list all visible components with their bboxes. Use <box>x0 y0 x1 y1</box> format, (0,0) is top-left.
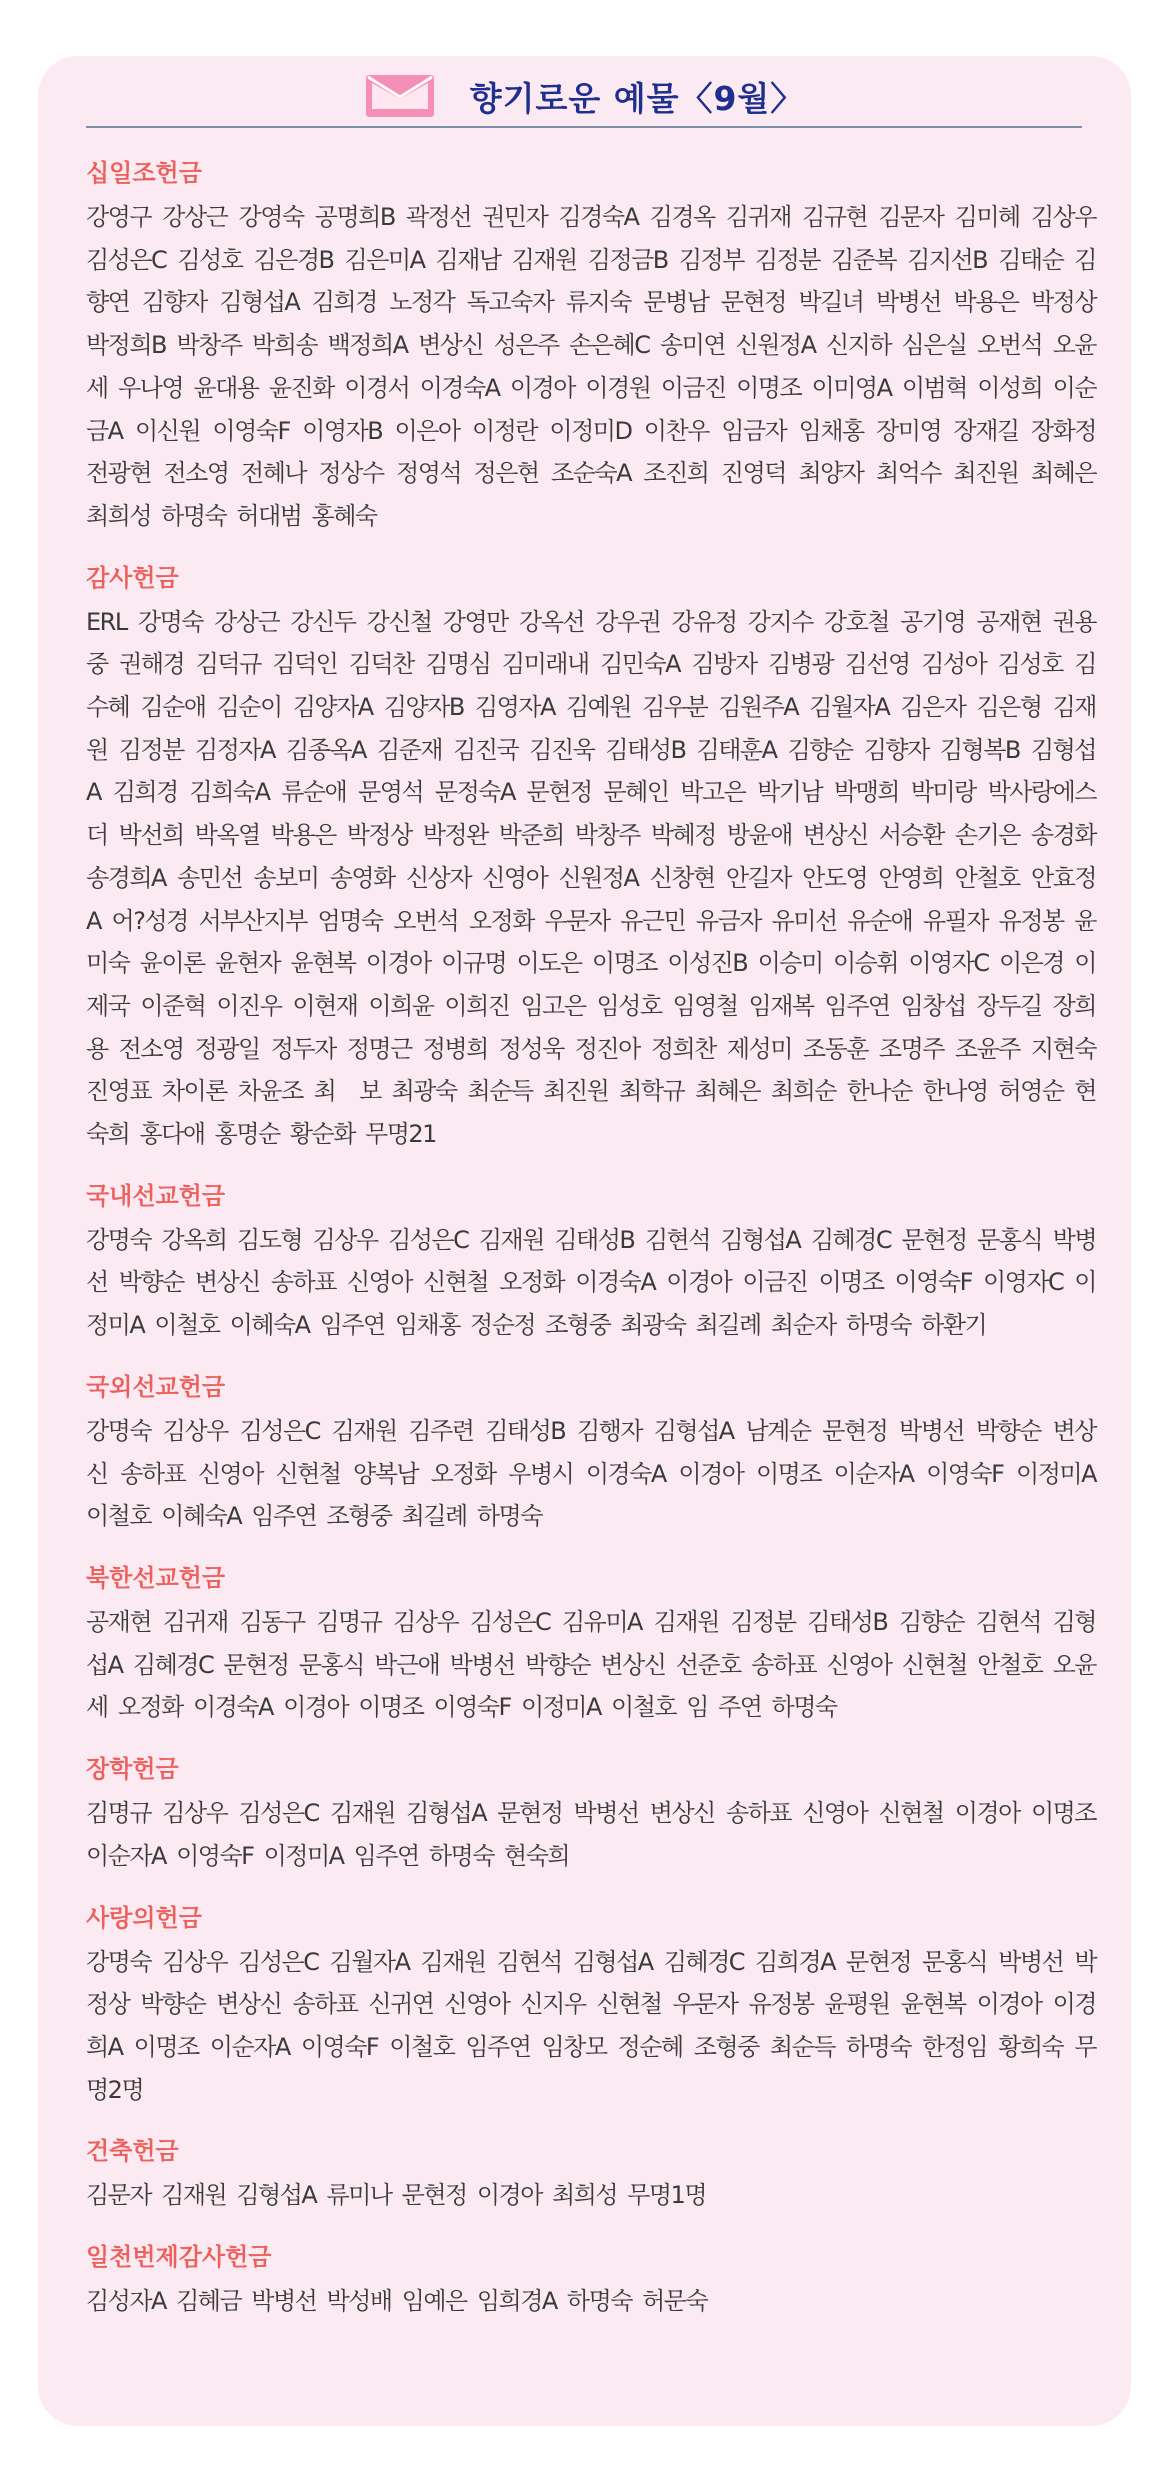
donor-names: 강영구 강상근 강영숙 공명희B 곽정선 권민자 김경숙A 김경옥 김귀재 김규현 김문자 김미혜 김상우 김성은C 김성호 김은경B 김은미A 김재남 김재원 김정금B 김정부 김정분 김준복 김지선B 김태순 김향연 김향자 김형섭A 김희경 노정각 독고숙자 류지숙 문병남 문현정 박길녀 박병선 박용은 박정상 박정희B 박창주 박희송 백정희A 변상신 성은주 손은혜C 송미연 신원정A 신지하 심은실 오번석 오윤세 우나영 윤대용 윤진화 이경서 이경숙A 이경아 이경원 이금진 이명조 이미영A 이범혁 이성희 이순금A 이신원 이영숙F 이영자B 이은아 이정란 이정미D 이찬우 임금자 임채홍 장미영 장재길 장화정 전광현 전소영 전혜나 정상수 정영석 정은현 조순숙A 조진희 진영덕 최양자 최억수 최진원 최혜은 최희성 하명숙 허대범 홍혜숙 <box>86 203 1096 530</box>
donor-names: 강명숙 강옥희 김도형 김상우 김성은C 김재원 김태성B 김현석 김형섭A 김혜경C 문현정 문홍식 박병선 박향순 변상신 송하표 신영아 신현철 오정화 이경숙A 이경아 이금진 이명조 이영숙F 이영자C 이정미A 이철호 이혜숙A 임주연 임채홍 정순정 조형중 최광숙 최길례 최순자 하명숙 하환기 <box>86 1225 1096 1340</box>
section-title: 국외선교헌금 <box>86 1372 226 1401</box>
section-overseas-mission <box>86 1364 1096 1538</box>
donor-names: ERL 강명숙 강상근 강신두 강신철 강영만 강옥선 강우권 강유정 강지수 강호철 공기영 공재현 권용중 권해경 김덕규 김덕인 김덕찬 김명심 김미래내 김민숙A 김방자 김병광 김선영 김성아 김성호 김수혜 김순애 김순이 김양자A 김양자B 김영자A 김예원 김우분 김원주A 김월자A 김은자 김은형 김재원 김정분 김정자A 김종옥A 김준재 김진국 김진욱 김태성B 김태훈A 김향순 김향자 김형복B 김형섭A 김희경 김희숙A 류순애 문영석 문정숙A 문현정 문혜인 박고은 박기남 박맹희 박미랑 박사랑에스더 박선희 박옥열 박용은 박정상 박정완 박준희 박창주 박혜정 방윤애 변상신 서승환 손기은 송경화 송경희A 송민선 송보미 송영화 신상자 신영아 신원정A 신창현 안길자 안도영 안영희 안철호 안효정A 어?성경 서부산지부 엄명숙 오번석 오정화 우문자 유근민 유금자 유미선 유순애 유필자 유정봉 윤미숙 윤이론 윤현자 윤현복 이경아 이규명 이도은 이명조 이성진B 이승미 이승휘 이영자C 이은경 이제국 이준혁 이진우 이현재 이희윤 이희진 임고은 임성호 임영철 임재복 임주연 임창섭 장두길 장희용 전소영 정광일 정두자 정명근 정병희 정성욱 정진아 정희찬 제성미 조동훈 조명주 조윤주 지현숙 진영표 차이론 차윤조 최 보 최광숙 최순득 최진원 최학규 최혜은 최희순 한나순 한나영 허영순 현숙희 홍다애 홍명순 황순화 무명21 <box>86 607 1096 1149</box>
section-title: 감사헌금 <box>86 563 179 592</box>
donor-names: 강명숙 김상우 김성은C 김재원 김주련 김태성B 김행자 김형섭A 남계순 문현정 박병선 박향순 변상신 송하표 신영아 신현철 양복남 오정화 우병시 이경숙A 이경아 이명조 이순자A 이영숙F 이정미A 이철호 이혜숙A 임주연 조형중 최길례 하명숙 <box>86 1416 1096 1531</box>
section-thanksgiving <box>86 555 1096 1156</box>
page-title: 향기로운 예물〈9월〉 <box>469 78 805 118</box>
donor-names: 김문자 김재원 김형섭A 류미나 문현정 이경아 최희성 무명1명 <box>86 2181 707 2210</box>
section-title: 건축헌금 <box>86 2137 179 2166</box>
donor-names: 김성자A 김혜금 박병선 박성배 임예은 임희경A 하명숙 허문숙 <box>86 2287 708 2316</box>
header <box>86 66 1082 128</box>
donor-names: 강명숙 김상우 김성은C 김월자A 김재원 김현석 김형섭A 김혜경C 김희경A 문현정 문홍식 박병선 박정상 박향순 변상신 송하표 신귀연 신영아 신지우 신현철 우문자 유정봉 윤평원 윤현복 이경아 이경희A 이명조 이순자A 이영숙F 이철호 임주연 임창모 정순혜 조형중 최순득 하명숙 한정임 황희숙 무명2명 <box>86 1947 1096 2104</box>
section-domestic-mission <box>86 1173 1096 1347</box>
section-north-korea-mission <box>86 1555 1096 1729</box>
donor-names: 김명규 김상우 김성은C 김재원 김형섭A 문현정 박병선 변상신 송하표 신영아 신현철 이경아 이명조 이순자A 이영숙F 이정미A 임주연 하명숙 현숙희 <box>86 1799 1096 1870</box>
section-title: 사랑의헌금 <box>86 1903 202 1932</box>
donor-names: 공재현 김귀재 김동구 김명규 김상우 김성은C 김유미A 김재원 김정분 김태성B 김향순 김현석 김형섭A 김혜경C 문현정 문홍식 박근애 박병선 박향순 변상신 선준호 송하표 신영아 신현철 안철호 오윤세 오정화 이경숙A 이경아 이명조 이영숙F 이정미A 이철호 임 주연 하명숙 <box>86 1607 1096 1722</box>
section-title: 일천번제감사헌금 <box>86 2243 272 2272</box>
section-building <box>86 2128 1096 2217</box>
section-scholarship <box>86 1746 1096 1877</box>
section-thousand-offering <box>86 2234 1096 2323</box>
section-title: 북한선교헌금 <box>86 1563 226 1592</box>
section-love <box>86 1895 1096 2112</box>
section-title: 국내선교헌금 <box>86 1181 226 1210</box>
offering-list <box>86 150 1096 2340</box>
section-tithe <box>86 150 1096 538</box>
section-title: 장학헌금 <box>86 1755 179 1784</box>
section-title: 십일조헌금 <box>86 159 202 187</box>
pink-envelope-icon <box>364 71 436 121</box>
